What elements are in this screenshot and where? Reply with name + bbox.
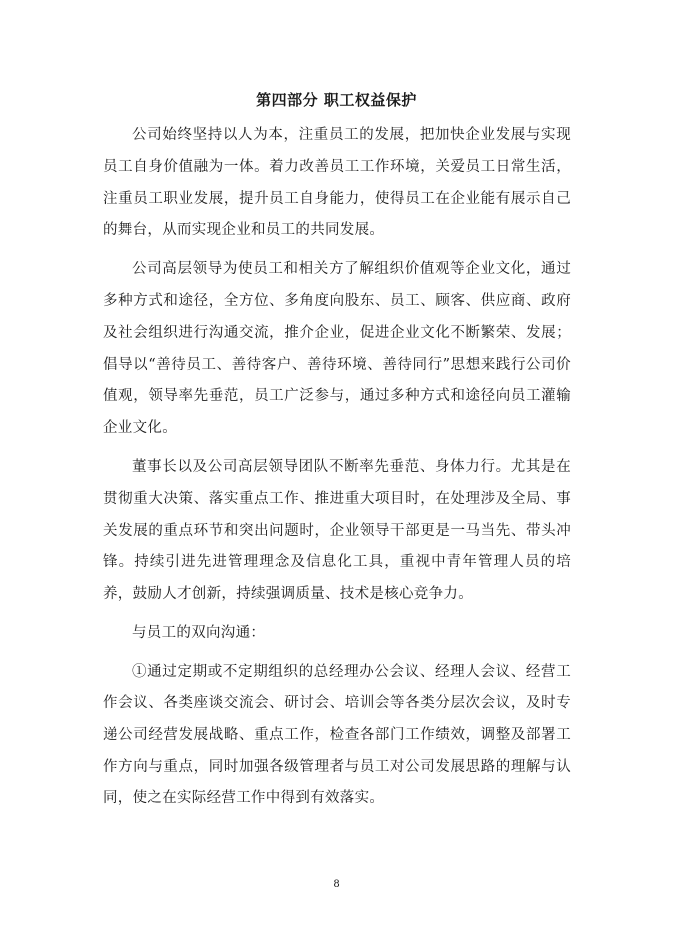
paragraph-intro: 公司始终坚持以人为本，注重员工的发展，把加快企业发展与实现员工自身价值融为一体。着力改善员工工作环境，关爱员工日常生活，注重员工职业发展，提升员工自身能力，使得员工在企业能有展示自己的舞台，从而实现企业和员工的共同发展。: [103, 127, 571, 239]
page-number: 8: [333, 879, 340, 890]
paragraph-culture: 公司高层领导为使员工和相关方了解组织价值观等企业文化，通过多种方式和途径，全方位、多角度向股东、员工、顾客、供应商、政府及社会组织进行沟通交流，推介企业，促进企业文化不断繁荣、发展；倡导以“善待员工、善待客户、善待环境、善待同行”思想来践行公司价值观，领导率先垂范，员工广泛参与，通过多种方式和途径向员工灌输企业文化。: [103, 261, 571, 437]
paragraph-communication-heading: 与员工的双向沟通：: [132, 624, 266, 641]
body-text: [103, 120, 571, 822]
paragraph-leadership: 董事长以及公司高层领导团队不断率先垂范、身体力行。尤其是在贯彻重大决策、落实重点工作、推进重大项目时，在处理涉及全局、事关发展的重点环节和突出问题时，企业领导干部更是一马当先、带头冲锋。持续引进先进管理理念及信息化工具，重视中青年管理人员的培养，鼓励人才创新，持续强调质量、技术是核心竞争力。: [103, 458, 571, 603]
section-title: 第四部分 职工权益保护: [256, 91, 417, 109]
paragraph-meetings: ①通过定期或不定期组织的总经理办公会议、经理人会议、经营工作会议、各类座谈交流会、研讨会、培训会等各类分层次会议，及时专递公司经营发展战略、重点工作，检查各部门工作绩效，调整及部署工作方向与重点，同时加强各级管理者与员工对公司发展思路的理解与认同，使之在实际经营工作中得到有效落实。: [103, 663, 571, 807]
